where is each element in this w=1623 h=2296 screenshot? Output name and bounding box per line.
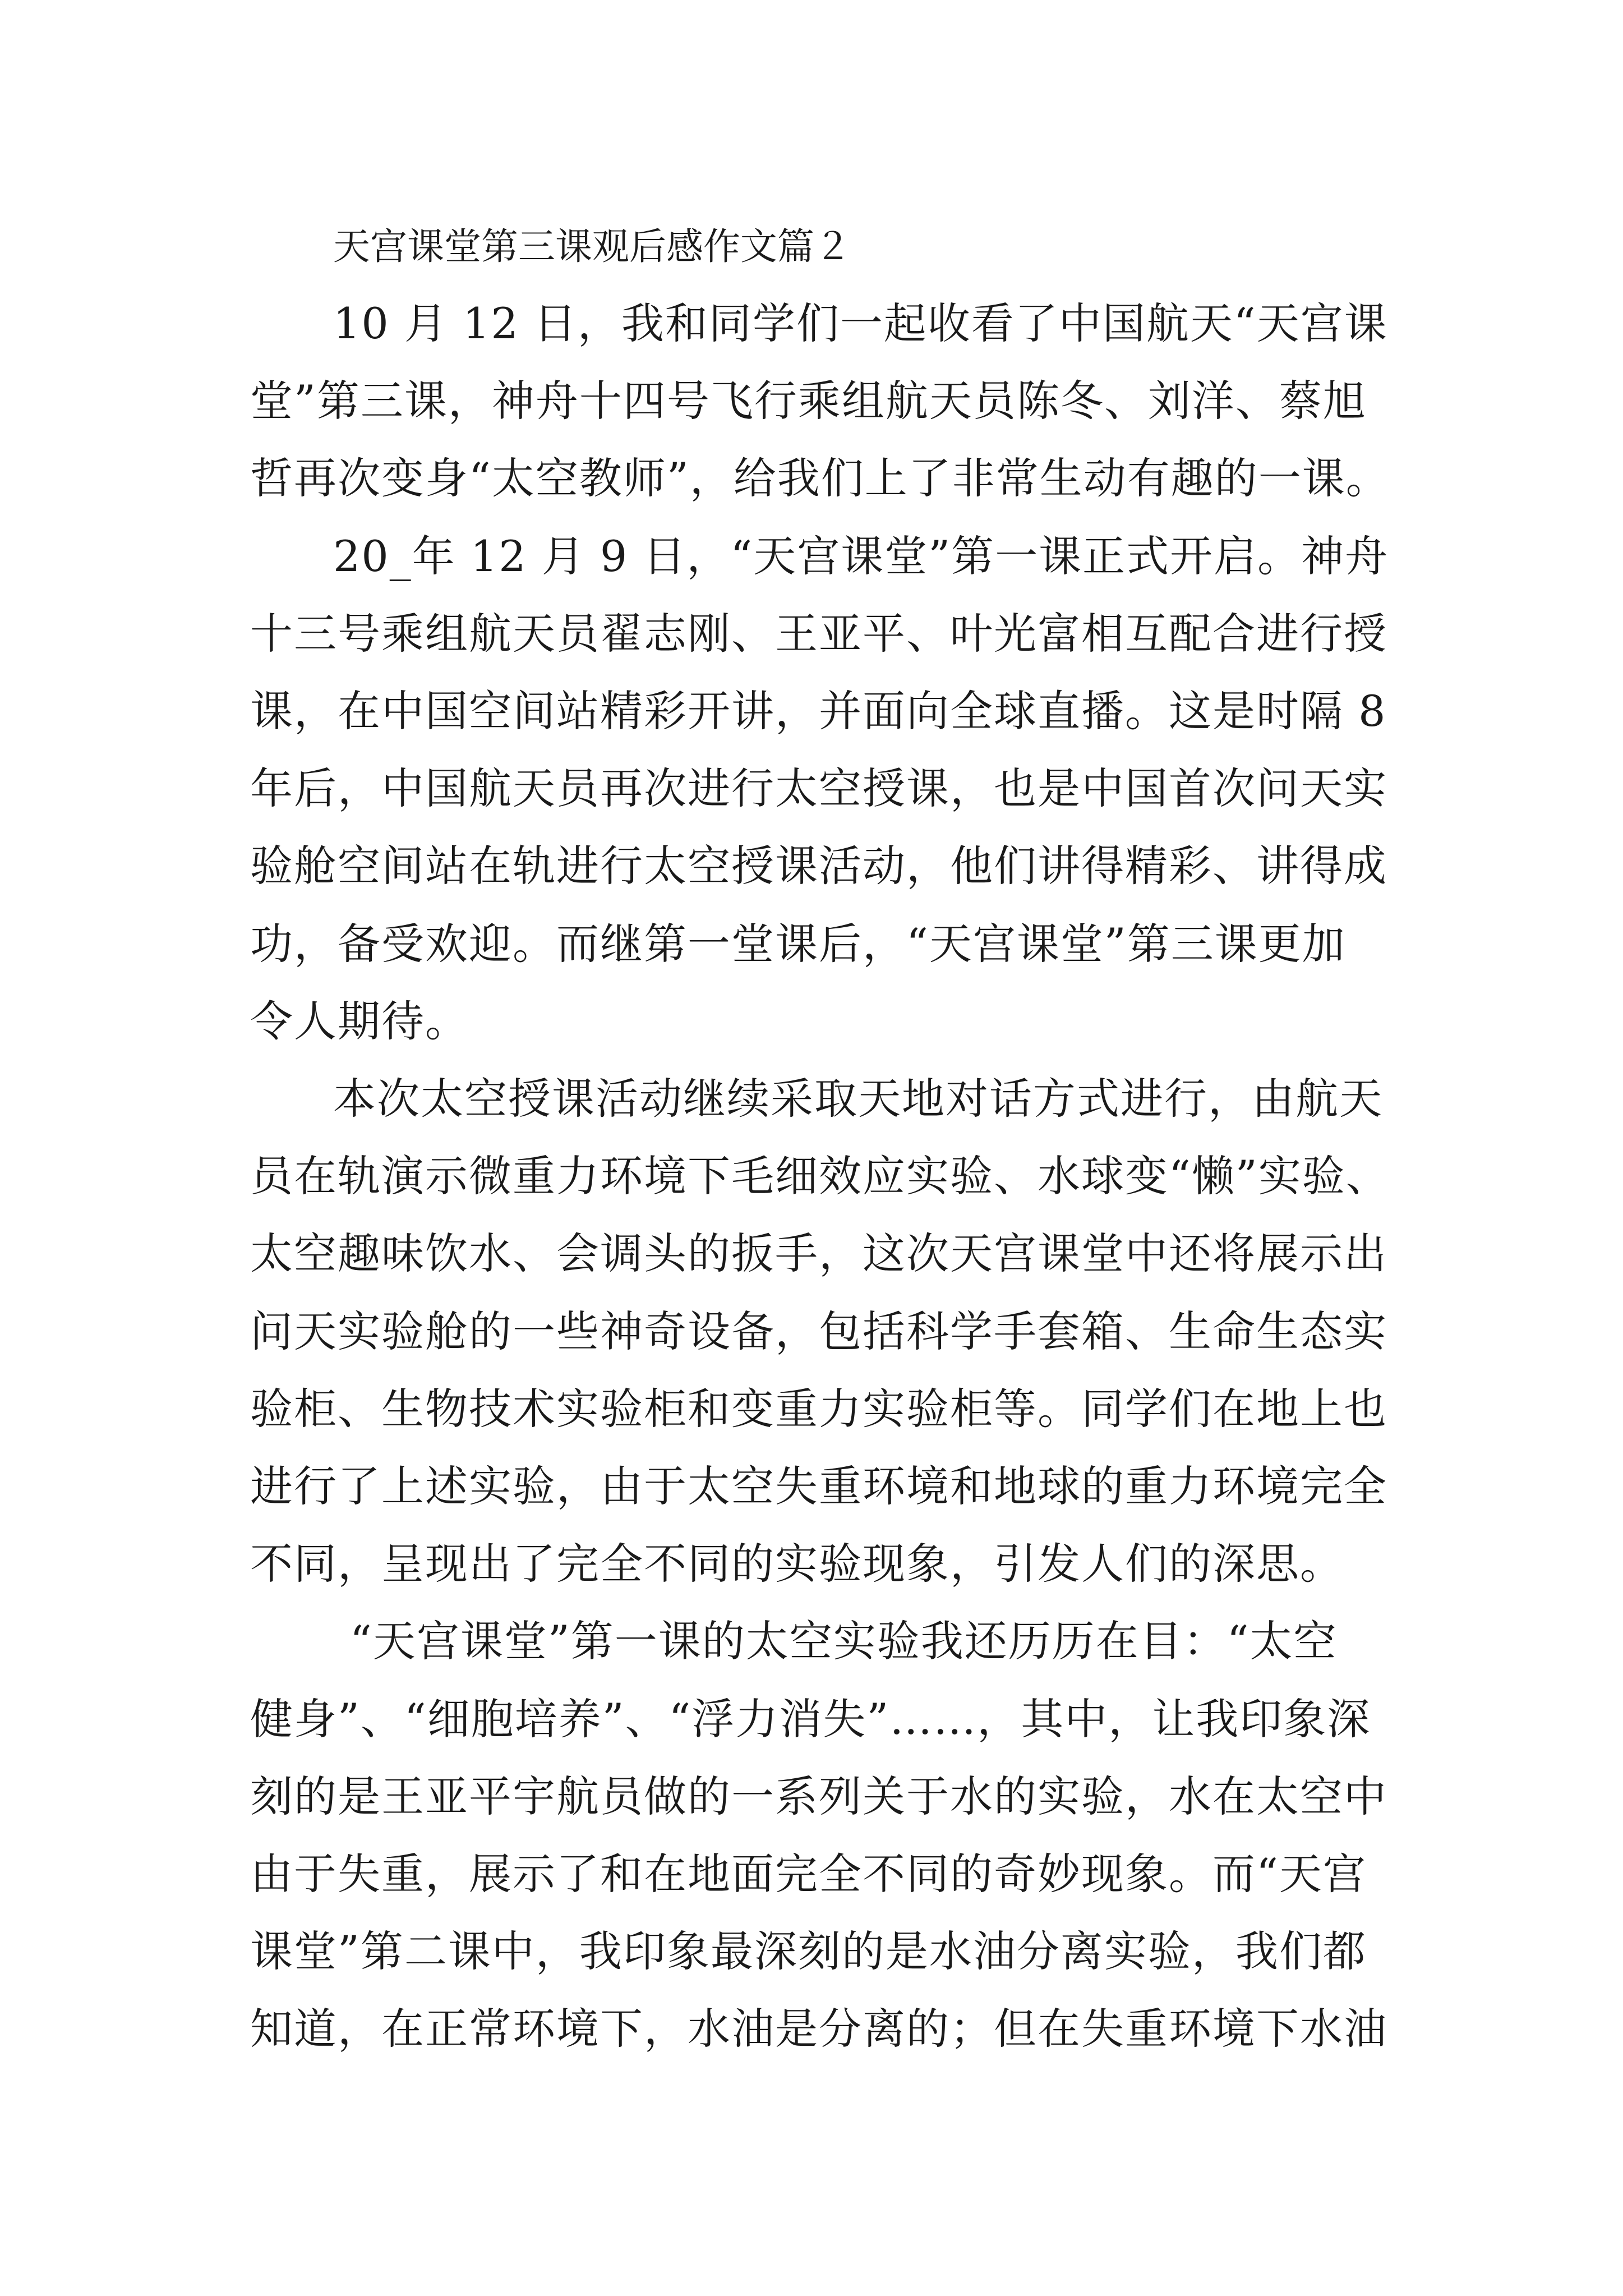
text-line: 功，备受欢迎。而继第一堂课后，“天宫课堂”第三课更加 [250, 918, 1346, 969]
paragraph-1 [250, 285, 1389, 518]
text-line: 不同，呈现出了完全不同的实验现象，引发人们的深思。 [250, 1539, 1344, 1589]
text-line: 课，在中国空间站精彩开讲，并面向全球直播。这是时隔 8 [250, 686, 1387, 737]
document-title: 天宫课堂第三课观后感作文篇２ [333, 225, 851, 268]
text-line: 太空趣味饮水、会调头的扳手，这次天宫课堂中还将展示出 [250, 1228, 1387, 1279]
text-line: “天宫课堂”第一课的太空实验我还历历在目：“太空 [350, 1616, 1338, 1667]
text-line: 由于失重，展示了和在地面完全不同的奇妙现象。而“天宫 [250, 1849, 1367, 1899]
text-line: 知道，在正常环境下，水油是分离的；但在失重环境下水油 [250, 2004, 1387, 2054]
text-line: 健身”、“细胞培养”、“浮力消失”……，其中，让我印象深 [250, 1694, 1371, 1744]
paragraph-4 [250, 1603, 1389, 2068]
paragraph-3 [250, 1060, 1389, 1603]
text-line: 20_年 12 月 9 日，“天宫课堂”第一课正式开启。神舟 [333, 531, 1389, 581]
text-line: 本次太空授课活动继续采取天地对话方式进行，由航天 [333, 1074, 1383, 1124]
text-line: 年后，中国航天员再次进行太空授课，也是中国首次问天实 [250, 763, 1387, 814]
text-line: 课堂”第二课中，我印象最深刻的是水油分离实验，我们都 [250, 1926, 1367, 1977]
text-line: 堂”第三课，神舟十四号飞行乘组航天员陈冬、刘洋、蔡旭 [250, 376, 1367, 426]
text-line: 问天实验舱的一些神奇设备，包括科学手套箱、生命生态实 [250, 1306, 1387, 1356]
text-line: 哲再次变身“太空教师”，给我们上了非常生动有趣的一课。 [250, 453, 1390, 504]
paragraph-2 [250, 518, 1389, 1060]
document-body [250, 209, 1389, 2068]
text-line: 十三号乘组航天员翟志刚、王亚平、叶光富相互配合进行授 [250, 608, 1387, 659]
text-line: 10 月 12 日，我和同学们一起收看了中国航天“天宫课 [333, 298, 1388, 348]
text-line: 验舱空间站在轨进行太空授课活动，他们讲得精彩、讲得成 [250, 841, 1387, 891]
text-line: 刻的是王亚平宇航员做的一系列关于水的实验，水在太空中 [250, 1771, 1387, 1821]
text-line: 员在轨演示微重力环境下毛细效应实验、水球变“懒”实验、 [250, 1151, 1390, 1202]
text-line: 令人期待。 [250, 996, 469, 1046]
text-line: 验柜、生物技术实验柜和变重力实验柜等。同学们在地上也 [250, 1383, 1387, 1434]
text-line: 进行了上述实验，由于太空失重环境和地球的重力环境完全 [250, 1461, 1387, 1512]
